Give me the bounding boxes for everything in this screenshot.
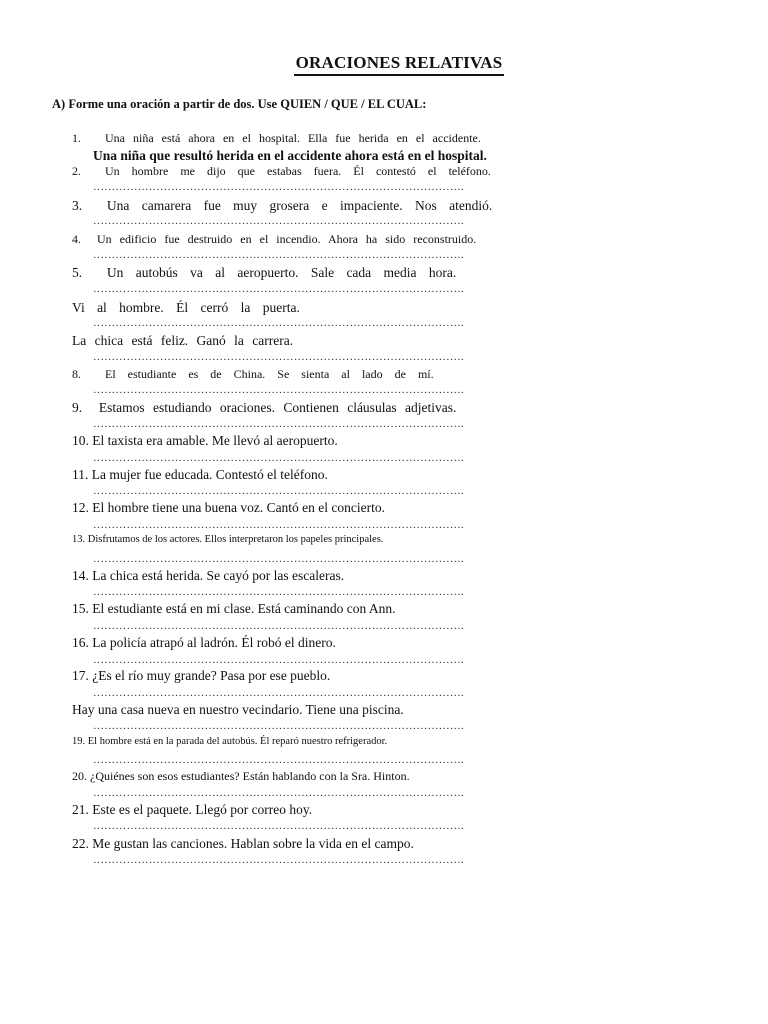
answer-line[interactable]: ………………………………………………………………………………………. bbox=[93, 620, 464, 632]
exercise-item-13: 13. Disfrutamos de los actores. Ellos interpretaron los papeles principales. bbox=[72, 534, 384, 545]
answer-line[interactable]: ………………………………………………………………………………………. bbox=[93, 452, 464, 464]
exercise-item-12: 12. El hombre tiene una buena voz. Cantó en el concierto. bbox=[72, 500, 386, 515]
exercise-item-6: Vi al hombre. Él cerró la puerta. bbox=[72, 300, 300, 315]
answer-line[interactable]: ………………………………………………………………………………………. bbox=[93, 384, 464, 396]
exercise-item-16: 16. La policía atrapó al ladrón. Él robó el dinero. bbox=[72, 635, 336, 650]
exercise-item-2: 2. Un hombre me dijo que estabas fuera. Él contestó el teléfono. bbox=[72, 164, 491, 178]
answer-line[interactable]: ………………………………………………………………………………………. bbox=[93, 215, 464, 227]
instruction-text: A) Forme una oración a partir de dos. Use QUIEN / QUE / EL CUAL: bbox=[52, 97, 427, 111]
answer-line[interactable]: ………………………………………………………………………………………. bbox=[93, 854, 464, 866]
exercise-item-17: 17. ¿Es el río muy grande? Pasa por ese pueblo. bbox=[72, 668, 331, 683]
answer-line[interactable]: ………………………………………………………………………………………. bbox=[93, 586, 464, 598]
answer-line[interactable]: ………………………………………………………………………………………. bbox=[93, 787, 464, 799]
exercise-item-1: 1. Una niña está ahora en el hospital. Ella fue herida en el accidente. bbox=[72, 131, 481, 145]
answer-line[interactable]: ………………………………………………………………………………………. bbox=[93, 418, 464, 430]
exercise-item-22: 22. Me gustan las canciones. Hablan sobre la vida en el campo. bbox=[72, 836, 414, 851]
answer-line[interactable]: ………………………………………………………………………………………. bbox=[93, 485, 464, 497]
exercise-item-3: 3. Una camarera fue muy grosera e impaciente. Nos atendió. bbox=[72, 198, 493, 213]
exercise-item-11: 11. La mujer fue educada. Contestó el teléfono. bbox=[72, 467, 328, 482]
answer-line[interactable]: ………………………………………………………………………………………. bbox=[93, 754, 464, 766]
exercise-item-9: 9. Estamos estudiando oraciones. Contienen cláusulas adjetivas. bbox=[72, 400, 457, 415]
exercise-item-10: 10. El taxista era amable. Me llevó al aeropuerto. bbox=[72, 433, 338, 448]
answer-line[interactable]: ………………………………………………………………………………………. bbox=[93, 654, 464, 666]
answer-line[interactable]: ………………………………………………………………………………………. bbox=[93, 283, 464, 295]
answer-line[interactable]: ………………………………………………………………………………………. bbox=[93, 820, 464, 832]
exercise-item-4: 4. Un edificio fue destruido en el incendio. Ahora ha sido reconstruido. bbox=[72, 232, 477, 246]
answer-line[interactable]: ………………………………………………………………………………………. bbox=[93, 720, 464, 732]
answer-line[interactable]: ………………………………………………………………………………………. bbox=[93, 351, 464, 363]
exercise-item-18: Hay una casa nueva en nuestro vecindario. Tiene una piscina. bbox=[72, 702, 404, 717]
answer-line[interactable]: ………………………………………………………………………………………. bbox=[93, 317, 464, 329]
exercise-item-5: 5. Un autobús va al aeropuerto. Sale cada media hora. bbox=[72, 265, 457, 280]
exercise-item-7: La chica está feliz. Ganó la carrera. bbox=[72, 333, 294, 348]
exercise-item-8: 8. El estudiante es de China. Se sienta al lado de mí. bbox=[72, 367, 434, 381]
answer-line[interactable]: ………………………………………………………………………………………. bbox=[93, 553, 464, 565]
exercise-item-15: 15. El estudiante está en mi clase. Está caminando con Ann. bbox=[72, 601, 396, 616]
exercise-item-21: 21. Este es el paquete. Llegó por correo hoy. bbox=[72, 802, 313, 817]
example-answer: Una niña que resultó herida en el accidente ahora está en el hospital. bbox=[93, 148, 487, 163]
answer-line[interactable]: ………………………………………………………………………………………. bbox=[93, 687, 464, 699]
exercise-item-14: 14. La chica está herida. Se cayó por las escaleras. bbox=[72, 568, 345, 583]
answer-line[interactable]: ………………………………………………………………………………………. bbox=[93, 249, 464, 261]
page-title: ORACIONES RELATIVAS bbox=[0, 53, 768, 76]
answer-line[interactable]: ………………………………………………………………………………………. bbox=[93, 519, 464, 531]
exercise-item-20: 20. ¿Quiénes son esos estudiantes? Están hablando con la Sra. Hinton. bbox=[72, 769, 410, 783]
exercise-item-19: 19. El hombre está en la parada del autobús. Él reparó nuestro refrigerador. bbox=[72, 736, 388, 747]
answer-line[interactable]: ………………………………………………………………………………………. bbox=[93, 181, 464, 193]
